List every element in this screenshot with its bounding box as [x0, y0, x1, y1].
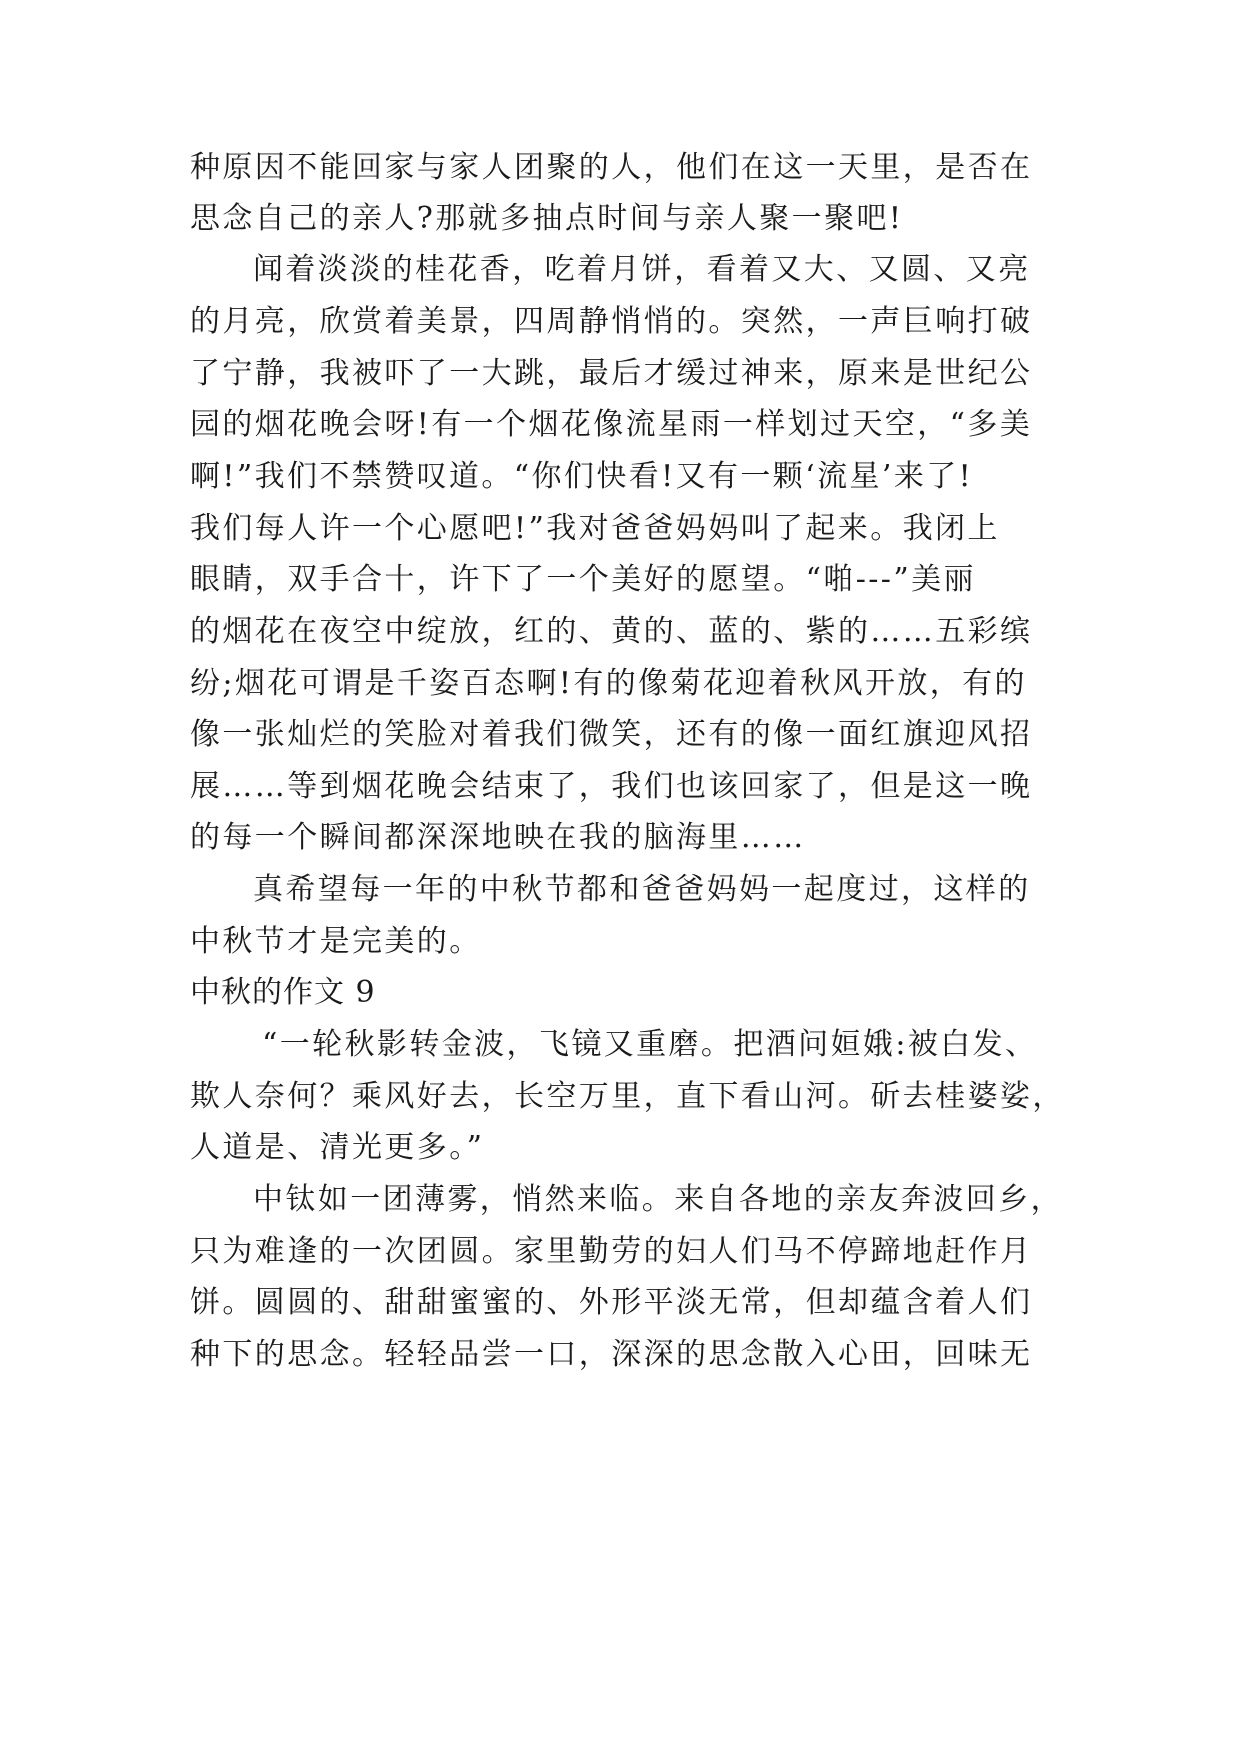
text-line: 了宁静，我被吓了一大跳，最后才缓过神来，原来是世纪公 — [190, 356, 1033, 391]
text-line: 眼睛，双手合十，许下了一个美好的愿望。“啪---”美丽 — [190, 562, 976, 597]
text-line: 饼。圆圆的、甜甜蜜蜜的、外形平淡无常，但却蕴含着人们 — [190, 1285, 1033, 1320]
text-line: 园的烟花晚会呀!有一个烟花像流星雨一样划过天空，“多美 — [190, 407, 1033, 442]
text-line: 人道是、清光更多。” — [190, 1130, 485, 1165]
text-line: 展……等到烟花晚会结束了，我们也该回家了，但是这一晚 — [190, 769, 1033, 804]
section-heading: 中秋的作文 9 — [190, 975, 376, 1010]
text-line: 思念自己的亲人?那就多抽点时间与亲人聚一聚吧! — [190, 201, 904, 236]
text-line: 的月亮，欣赏着美景，四周静悄悄的。突然，一声巨响打破 — [190, 304, 1033, 339]
text-line: 只为难逢的一次团圆。家里勤劳的妇人们马不停蹄地赶作月 — [190, 1234, 1033, 1269]
text-line: 种下的思念。轻轻品尝一口，深深的思念散入心田，回味无 — [190, 1337, 1033, 1372]
text-line: 中秋节才是完美的。 — [190, 924, 482, 959]
text-line: 我们每人许一个心愿吧!”我对爸爸妈妈叫了起来。我闭上 — [190, 511, 1000, 546]
text-line: 的每一个瞬间都深深地映在我的脑海里…… — [190, 820, 806, 855]
paragraph-first-line: 闻着淡淡的桂花香，吃着月饼，看着又大、又圆、又亮 — [253, 252, 1031, 287]
paragraph-first-line: 真希望每一年的中秋节都和爸爸妈妈一起度过，这样的 — [253, 872, 1031, 907]
paragraph-first-line: “一轮秋影转金波，飞镜又重磨。把酒问姮娥:被白发、 — [262, 1027, 1038, 1062]
text-line: 像一张灿烂的笑脸对着我们微笑，还有的像一面红旗迎风招 — [190, 717, 1033, 752]
text-line: 种原因不能回家与家人团聚的人，他们在这一天里，是否在 — [190, 150, 1033, 185]
text-line: 欺人奈何？乘风好去，长空万里，直下看山河。斫去桂婆娑， — [190, 1079, 1065, 1114]
text-line: 的烟花在夜空中绽放，红的、黄的、蓝的、紫的……五彩缤 — [190, 614, 1033, 649]
text-line: 啊!”我们不禁赞叹道。“你们快看!又有一颗‘流星’来了! — [190, 459, 974, 494]
paragraph-first-line: 中钛如一团薄雾，悄然来临。来自各地的亲友奔波回乡， — [253, 1182, 1063, 1217]
text-line: 纷;烟花可谓是千姿百态啊!有的像菊花迎着秋风开放，有的 — [190, 666, 1027, 701]
